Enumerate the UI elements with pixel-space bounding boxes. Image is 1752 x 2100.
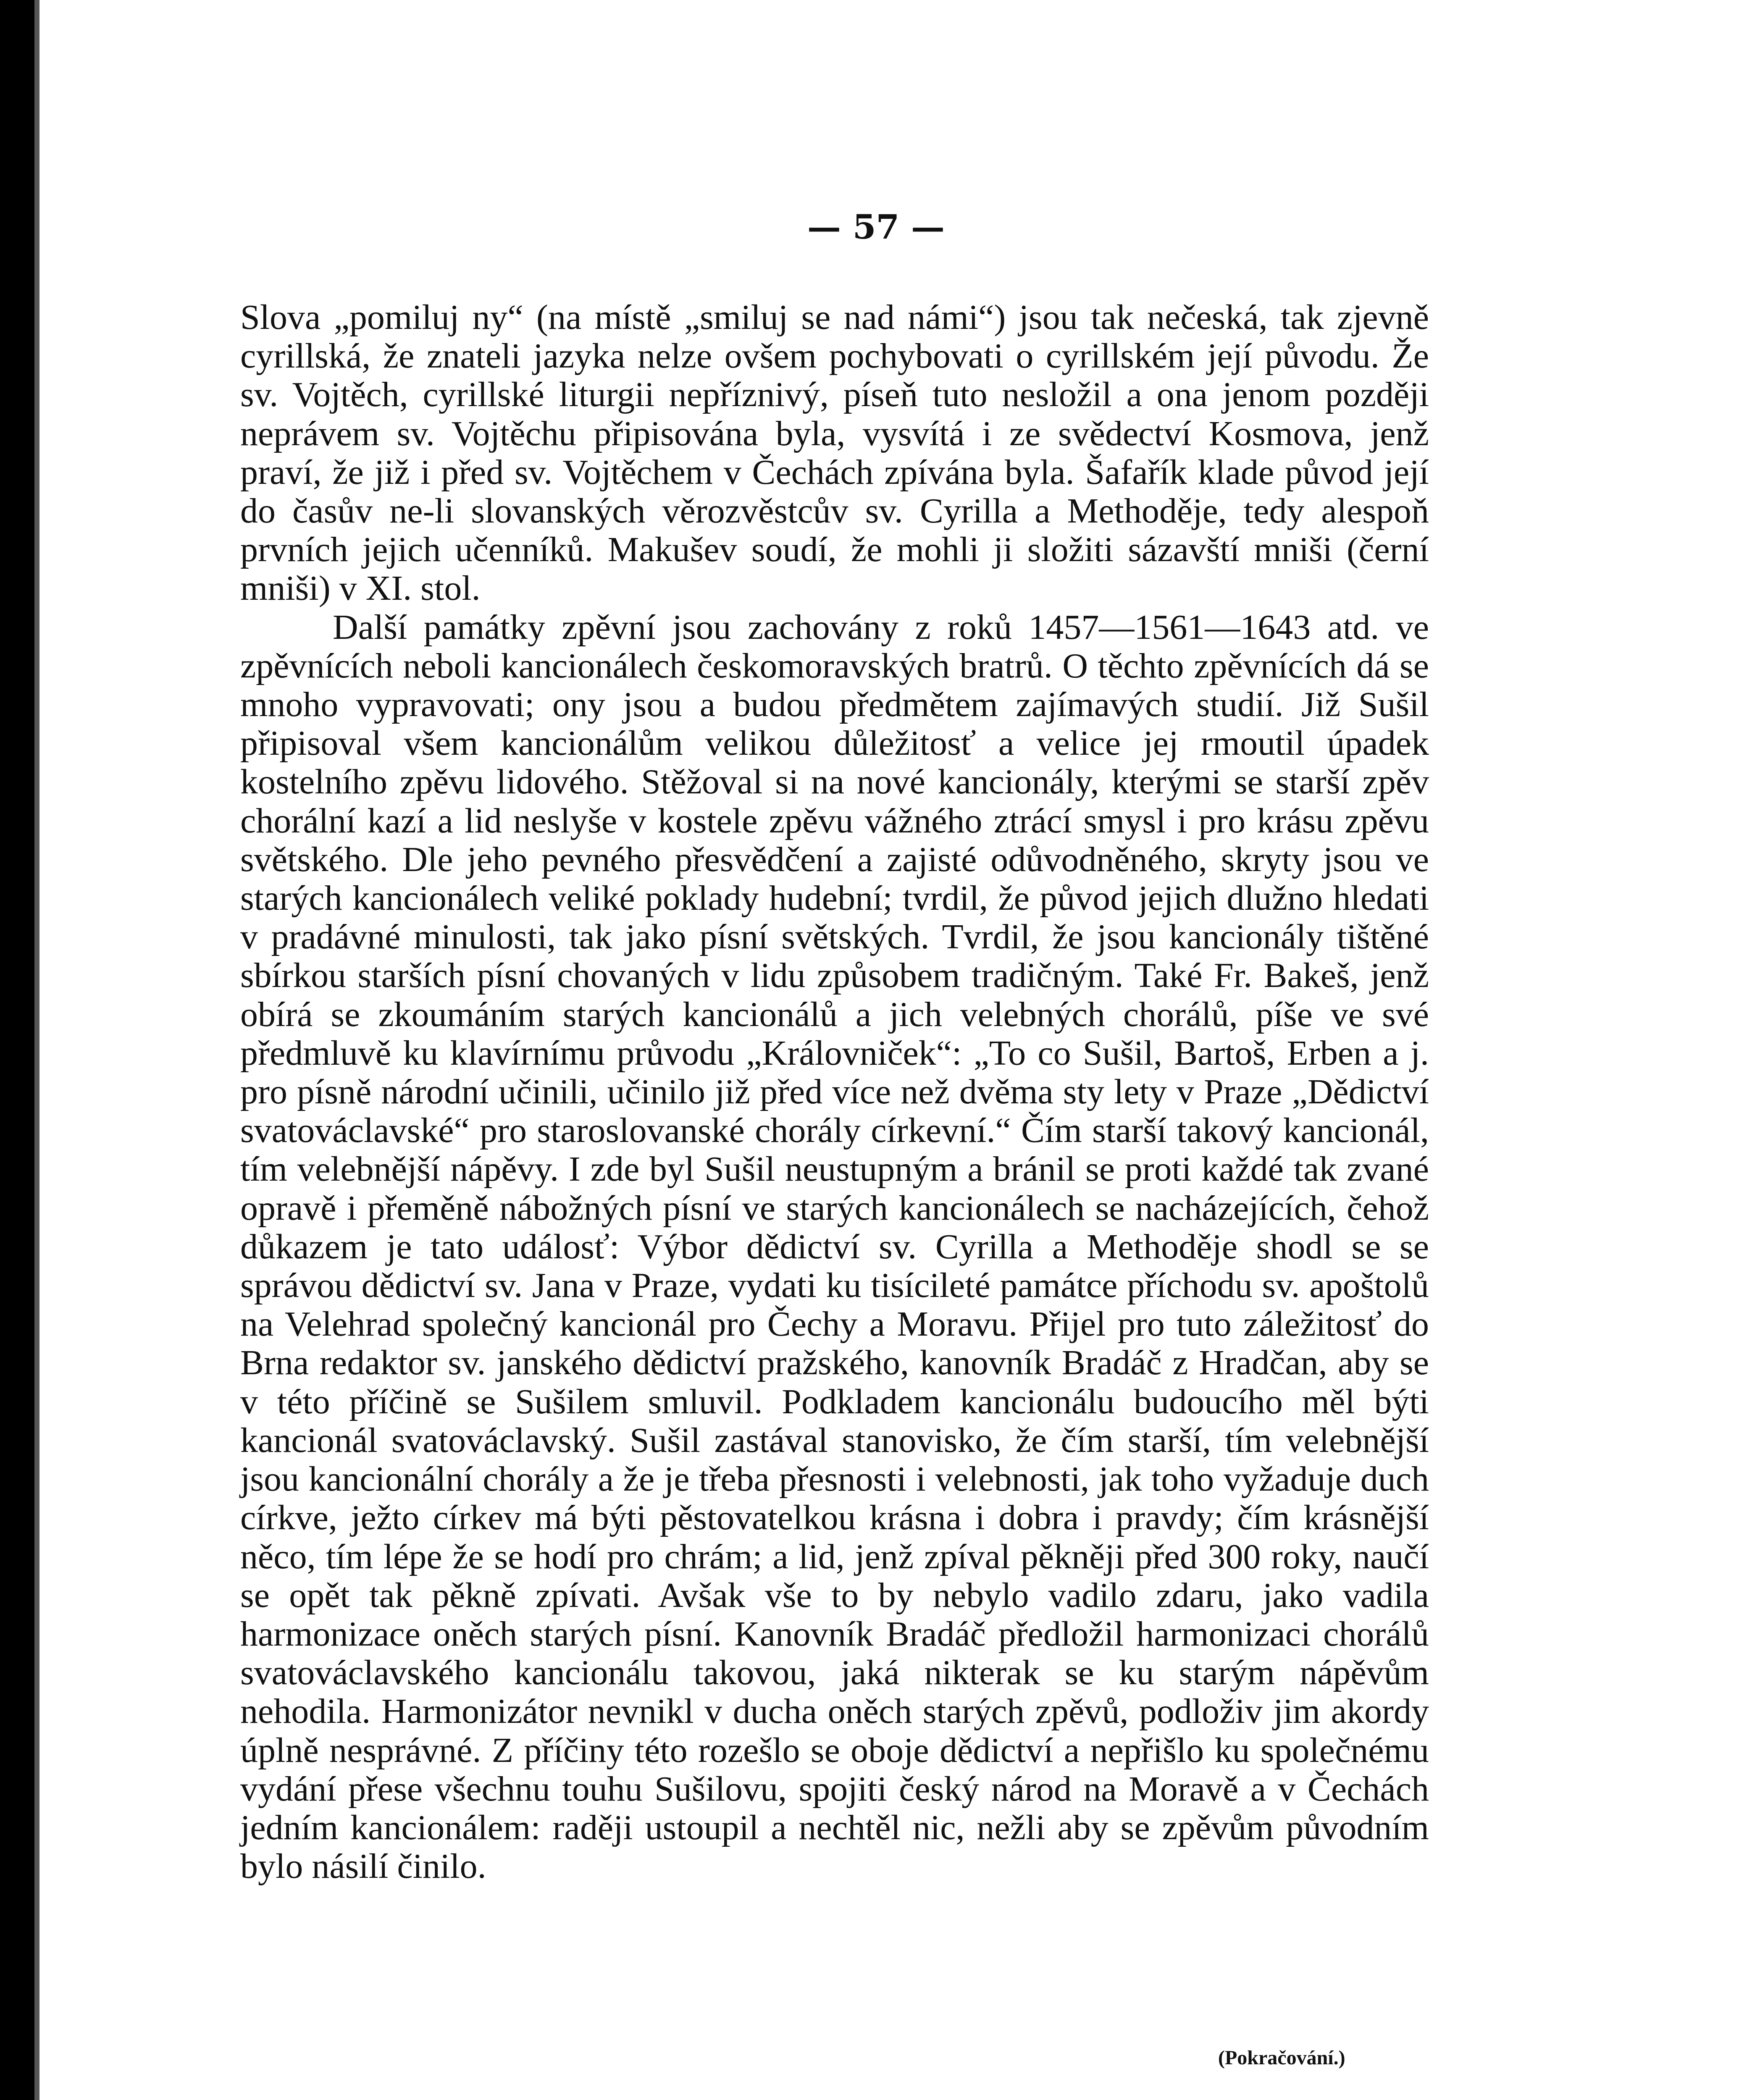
scan-binding-shadow bbox=[34, 0, 39, 2100]
continued-note: (Pokračování.) bbox=[1218, 2047, 1345, 2069]
page-number-header: — 57 — bbox=[807, 207, 945, 247]
scan-binding-edge bbox=[0, 0, 34, 2100]
paragraph-1: Slova „pomiluj ny“ (na místě „smiluj se nad námi“) jsou tak nečeská, tak zjevně cyrillská, že znateli jazyka nelze ovšem pochybovati o cyrillském její původu. Že sv. Vojtěch, cyrillské liturgii nepříznivý, píseň tuto nesložil a ona jenom později neprávem sv. Vojtěchu připisována byla, vysvítá i ze svědectví Kosmova, jenž praví, že již i před sv. Vojtěchem v Čechách zpívána byla. Šafařík klade původ její do časův ne-li slovanských věrozvěstcův sv. Cyrilla a Methoděje, tedy alespoň prvních jejich učenníků. Makušev soudí, že mohli ji složiti sázavští mniši (černí mniši) v XI. stol. bbox=[240, 298, 1429, 608]
paragraph-2: Další památky zpěvní jsou zachovány z roků 1457—1561—1643 atd. ve zpěvnících neboli kancionálech českomoravských bratrů. O těchto zpěvnících dá se mnoho vypravovati; ony jsou a budou předmětem zajímavých studií. Již Sušil připisoval všem kancionálům velikou důležitosť a velice jej rmoutil úpadek kostelního zpěvu lidového. Stěžoval si na nové kancionály, kterými se starší zpěv chorální kazí a lid neslyše v kostele zpěvu vážného ztrácí smysl i pro krásu zpěvu světského. Dle jeho pevného přesvědčení a zajisté odůvodněného, skryty jsou ve starých kancionálech veliké poklady hudební; tvrdil, že původ jejich dlužno hledati v pradávné minulosti, tak jako písní světských. Tvrdil, že jsou kancionály tištěné sbírkou starších písní chovaných v lidu způsobem tradičným. Také Fr. Bakeš, jenž obírá se zkoumáním starých kancionálů a jich velebných chorálů, píše ve své předmluvě ku klavírnímu průvodu „Královniček“: „To co Sušil, Bartoš, Erben a j. pro písně národní učinili, učinilo již před více než dvěma sty lety v Praze „Dědictví svatováclavské“ pro staroslovanské chorály církevní.“ Čím starší takový kancionál, tím velebnější nápěvy. I zde byl Sušil neustupným a bránil se proti každé tak zvané opravě i přeměně nábožných písní ve starých kancionálech se nacházejících, čehož důkazem je tato událosť: Výbor dědictví sv. Cyrilla a Methoděje shodl se se správou dědictví sv. Jana v Praze, vydati ku tisícileté památce příchodu sv. apoštolů na Velehrad společný kancionál pro Čechy a Moravu. Přijel pro tuto záležitosť do Brna redaktor sv. janského dědictví pražského, kanovník Bradáč z Hradčan, aby se v této příčině se Sušilem smluvil. Podkladem kancionálu budoucího měl býti kancionál svatováclavský. Sušil zastával stanovisko, že čím starší, tím velebnější jsou kancionální chorály a že je třeba přesnosti i velebnosti, jak toho vyžaduje duch církve, ježto církev má býti pěstovatelkou krásna i dobra i pravdy; čím krásnější něco, tím lépe že se hodí pro chrám; a lid, jenž zpíval pěkněji před 300 roky, naučí se opět tak pěkně zpívati. Avšak vše to by nebylo vadilo zdaru, jako vadila harmonizace oněch starých písní. Kanovník Bradáč předložil harmonizaci chorálů svatováclavského kancionálu takovou, jaká nikterak se ku starým nápěvům nehodila. Harmonizátor nevnikl v ducha oněch starých zpěvů, podloživ jim akordy úplně nesprávné. Z příčiny této rozešlo se oboje dědictví a nepřišlo ku společnému vydání přese všechnu touhu Sušilovu, spojiti český národ na Moravě a v Čechách jedním kancionálem: raději ustoupil a nechtěl nic, nežli aby se zpěvům původním bylo násilí činilo. bbox=[240, 607, 1429, 1886]
article-body bbox=[240, 298, 1429, 1886]
